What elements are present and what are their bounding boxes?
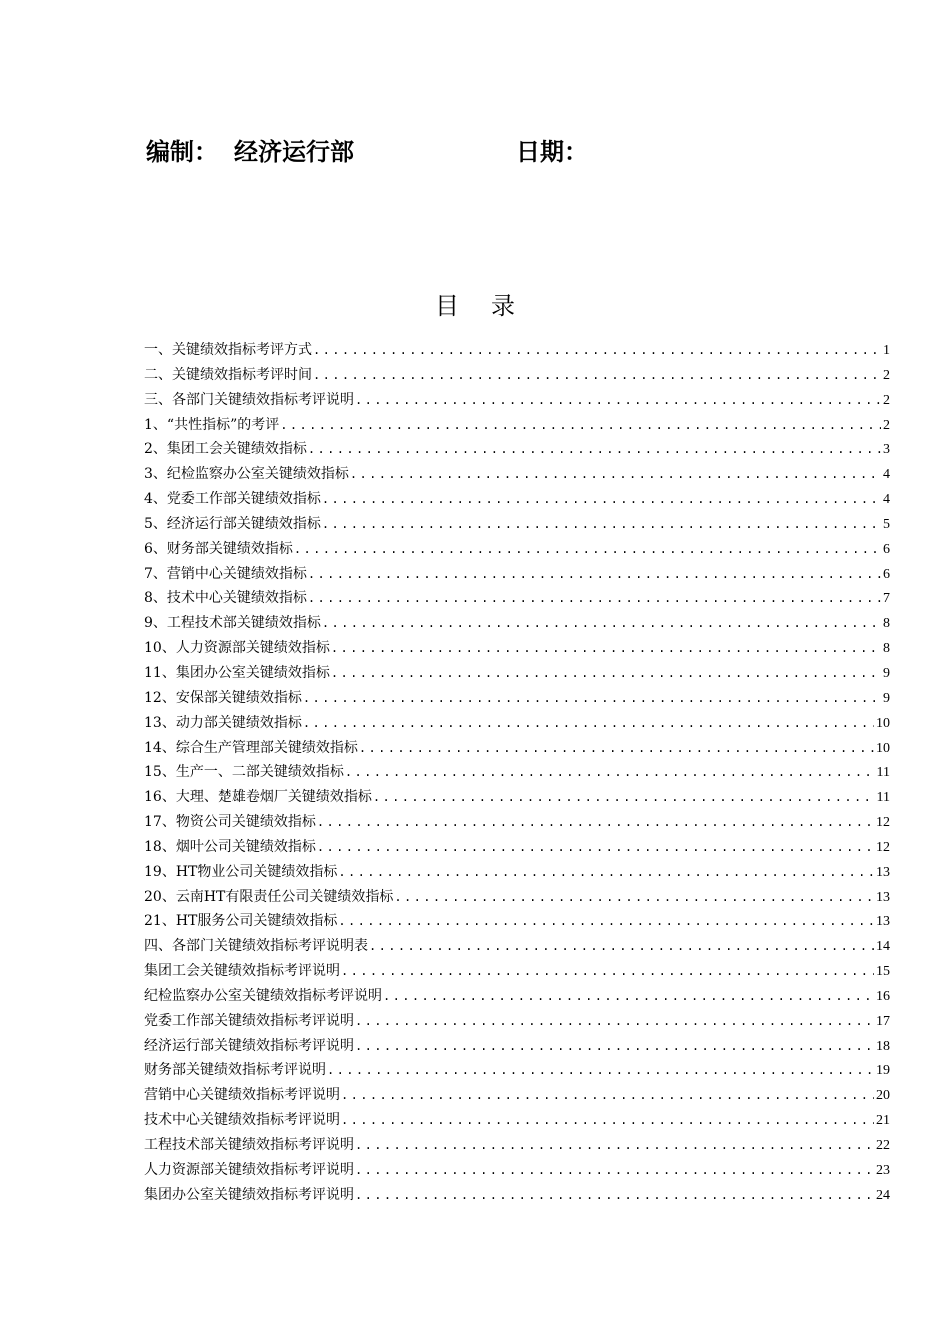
table-of-contents — [144, 338, 890, 1208]
toc-entry-label: 工程技术部关键绩效指标考评说明 — [144, 1137, 354, 1153]
toc-leader-dots — [317, 810, 874, 835]
toc-leader-dots — [341, 1083, 874, 1108]
toc-entry[interactable] — [144, 984, 890, 1009]
toc-entry-label: 17、物资公司关键绩效指标 — [144, 814, 316, 831]
compiler-date-line — [146, 134, 846, 170]
toc-entry[interactable] — [144, 1133, 890, 1158]
toc-entry-page: 4 — [883, 492, 890, 508]
toc-entry[interactable] — [144, 661, 890, 686]
toc-leader-dots — [355, 1034, 874, 1059]
toc-entry-page: 4 — [883, 467, 890, 483]
toc-entry-label: 三、各部门关键绩效指标考评说明 — [144, 391, 354, 408]
toc-entry[interactable] — [144, 860, 890, 885]
toc-entry-label: 14、综合生产管理部关键绩效指标 — [144, 739, 358, 756]
toc-entry[interactable] — [144, 512, 890, 537]
toc-leader-dots — [383, 984, 874, 1009]
toc-leader-dots — [355, 1009, 874, 1034]
toc-entry-page: 24 — [876, 1187, 890, 1203]
toc-leader-dots — [359, 736, 874, 761]
toc-leader-dots — [317, 835, 874, 860]
toc-entry-page: 19 — [876, 1063, 890, 1079]
toc-entry-label: 财务部关键绩效指标考评说明 — [144, 1062, 326, 1079]
toc-entry-page: 3 — [883, 442, 890, 458]
toc-entry-page: 8 — [883, 641, 890, 657]
toc-entry-label: 一、关键绩效指标考评方式 — [144, 342, 312, 358]
toc-entry[interactable] — [144, 1034, 890, 1059]
toc-entry-page: 13 — [876, 864, 890, 880]
toc-entry[interactable] — [144, 1058, 890, 1083]
toc-leader-dots — [308, 586, 881, 611]
date-label: 日期： — [516, 138, 588, 166]
toc-title: 目录 — [435, 292, 547, 320]
toc-leader-dots — [308, 562, 881, 587]
toc-entry-label: 18、烟叶公司关键绩效指标 — [144, 838, 316, 855]
toc-entry[interactable] — [144, 959, 890, 984]
toc-entry-label: 纪检监察办公室关键绩效指标考评说明 — [144, 987, 382, 1004]
toc-leader-dots — [303, 711, 874, 736]
toc-entry-page: 2 — [883, 367, 890, 383]
toc-entry[interactable] — [144, 562, 890, 587]
toc-leader-dots — [303, 686, 881, 711]
toc-leader-dots — [341, 1108, 874, 1133]
toc-entry-page: 13 — [876, 889, 890, 905]
toc-entry[interactable] — [144, 388, 890, 413]
toc-entry[interactable] — [144, 1108, 890, 1133]
toc-leader-dots — [369, 934, 874, 959]
toc-leader-dots — [355, 1183, 874, 1208]
toc-entry-label: 集团工会关键绩效指标考评说明 — [144, 963, 340, 980]
toc-leader-dots — [394, 885, 874, 910]
toc-entry-page: 20 — [876, 1088, 890, 1104]
toc-entry-label: 党委工作部关键绩效指标考评说明 — [144, 1012, 354, 1029]
toc-entry-page: 12 — [876, 815, 890, 831]
toc-entry-label: 13、动力部关键绩效指标 — [144, 714, 302, 731]
toc-entry[interactable] — [144, 1158, 890, 1183]
toc-entry-label: 1、“共性指标”的考评 — [144, 416, 280, 433]
toc-entry[interactable] — [144, 413, 890, 438]
toc-entry-page: 16 — [876, 988, 890, 1004]
toc-entry-label: 集团办公室关键绩效指标考评说明 — [144, 1186, 354, 1203]
toc-entry-page: 18 — [876, 1038, 890, 1054]
toc-entry-page: 22 — [876, 1138, 890, 1153]
toc-entry-label: 5、经济运行部关键绩效指标 — [144, 515, 321, 532]
toc-entry[interactable] — [144, 636, 890, 661]
toc-leader-dots — [355, 1158, 874, 1183]
toc-entry-page: 2 — [883, 417, 890, 433]
toc-leader-dots — [355, 1133, 874, 1158]
toc-entry[interactable] — [144, 885, 890, 910]
toc-leader-dots — [331, 636, 881, 661]
toc-entry-page: 9 — [883, 690, 890, 706]
toc-entry-page: 5 — [883, 516, 890, 532]
toc-entry-label: 4、党委工作部关键绩效指标 — [144, 491, 321, 508]
toc-leader-dots — [350, 462, 881, 487]
toc-entry-label: 9、工程技术部关键绩效指标 — [144, 615, 321, 632]
toc-entry-page: 10 — [876, 715, 890, 731]
toc-entry[interactable] — [144, 711, 890, 736]
toc-entry[interactable] — [144, 835, 890, 860]
toc-leader-dots — [338, 860, 874, 885]
toc-entry-page: 2 — [883, 392, 890, 408]
toc-entry-label: 21、HT服务公司关键绩效指标 — [144, 913, 338, 930]
toc-entry-label: 人力资源部关键绩效指标考评说明 — [144, 1161, 354, 1178]
toc-entry-label: 四、各部门关键绩效指标考评说明表 — [144, 938, 368, 955]
toc-leader-dots — [313, 338, 881, 363]
toc-entry-label: 15、生产一、二部关键绩效指标 — [144, 764, 344, 781]
toc-entry[interactable] — [144, 487, 890, 512]
toc-entry-label: 营销中心关键绩效指标考评说明 — [144, 1087, 340, 1104]
toc-entry-page: 17 — [876, 1013, 890, 1029]
toc-leader-dots — [327, 1058, 874, 1083]
toc-entry[interactable] — [144, 338, 890, 363]
toc-entry[interactable] — [144, 586, 890, 611]
toc-leader-dots — [338, 909, 874, 934]
toc-entry[interactable] — [144, 760, 890, 785]
toc-entry-page: 14 — [876, 939, 890, 955]
toc-leader-dots — [355, 388, 881, 413]
toc-entry-page: 7 — [883, 591, 890, 607]
toc-entry-label: 2、集团工会关键绩效指标 — [144, 441, 307, 458]
toc-leader-dots — [331, 661, 881, 686]
toc-entry[interactable] — [144, 1009, 890, 1034]
toc-entry-page: 6 — [883, 541, 890, 557]
toc-leader-dots — [322, 487, 881, 512]
toc-leader-dots — [322, 611, 881, 636]
toc-entry-label: 8、技术中心关键绩效指标 — [144, 590, 307, 607]
toc-entry-label: 二、关键绩效指标考评时间 — [144, 366, 312, 383]
compiler-label: 编制： — [146, 138, 218, 166]
toc-entry-page: 9 — [883, 665, 890, 681]
toc-leader-dots — [313, 363, 881, 388]
toc-leader-dots — [308, 437, 881, 462]
toc-entry-page: 15 — [876, 964, 890, 980]
toc-entry[interactable] — [144, 437, 890, 462]
toc-entry[interactable] — [144, 611, 890, 636]
toc-entry[interactable] — [144, 462, 890, 487]
toc-entry-page: 11 — [876, 765, 890, 781]
toc-entry[interactable] — [144, 686, 890, 711]
toc-entry[interactable] — [144, 537, 890, 562]
toc-entry[interactable] — [144, 363, 890, 388]
toc-entry-label: 经济运行部关键绩效指标考评说明 — [144, 1037, 354, 1054]
toc-leader-dots — [294, 537, 881, 562]
toc-entry[interactable] — [144, 934, 890, 959]
toc-entry-page: 12 — [876, 839, 890, 855]
toc-entry-page: 6 — [883, 566, 890, 582]
toc-entry-label: 10、人力资源部关键绩效指标 — [144, 640, 330, 657]
toc-entry-label: 6、财务部关键绩效指标 — [144, 540, 293, 557]
toc-entry[interactable] — [144, 736, 890, 761]
toc-entry-page: 8 — [883, 616, 890, 632]
toc-entry-page: 13 — [876, 914, 890, 930]
toc-leader-dots — [345, 760, 875, 785]
toc-entry[interactable] — [144, 1083, 890, 1108]
toc-entry-page: 23 — [876, 1162, 890, 1178]
toc-entry-label: 11、集团办公室关键绩效指标 — [144, 664, 330, 681]
toc-entry-page: 21 — [876, 1113, 890, 1129]
compiler-value: 经济运行部 — [234, 138, 354, 166]
toc-entry[interactable] — [144, 785, 890, 810]
toc-entry-label: 20、云南HT有限责任公司关键绩效指标 — [144, 888, 394, 905]
toc-entry-page: 1 — [883, 343, 890, 358]
toc-entry[interactable] — [144, 909, 890, 934]
toc-leader-dots — [341, 959, 874, 984]
toc-entry[interactable] — [144, 810, 890, 835]
toc-entry[interactable] — [144, 1183, 890, 1208]
toc-entry-label: 技术中心关键绩效指标考评说明 — [144, 1112, 340, 1129]
toc-leader-dots — [322, 512, 881, 537]
toc-entry-label: 16、大理、楚雄卷烟厂关键绩效指标 — [144, 789, 372, 806]
toc-entry-page: 10 — [876, 740, 890, 756]
toc-entry-label: 3、纪检监察办公室关键绩效指标 — [144, 466, 349, 483]
toc-entry-label: 7、营销中心关键绩效指标 — [144, 565, 307, 582]
toc-entry-label: 12、安保部关键绩效指标 — [144, 689, 302, 706]
toc-entry-label: 19、HT物业公司关键绩效指标 — [144, 863, 338, 880]
toc-leader-dots — [373, 785, 875, 810]
toc-entry-page: 11 — [876, 790, 890, 806]
toc-leader-dots — [280, 413, 881, 438]
